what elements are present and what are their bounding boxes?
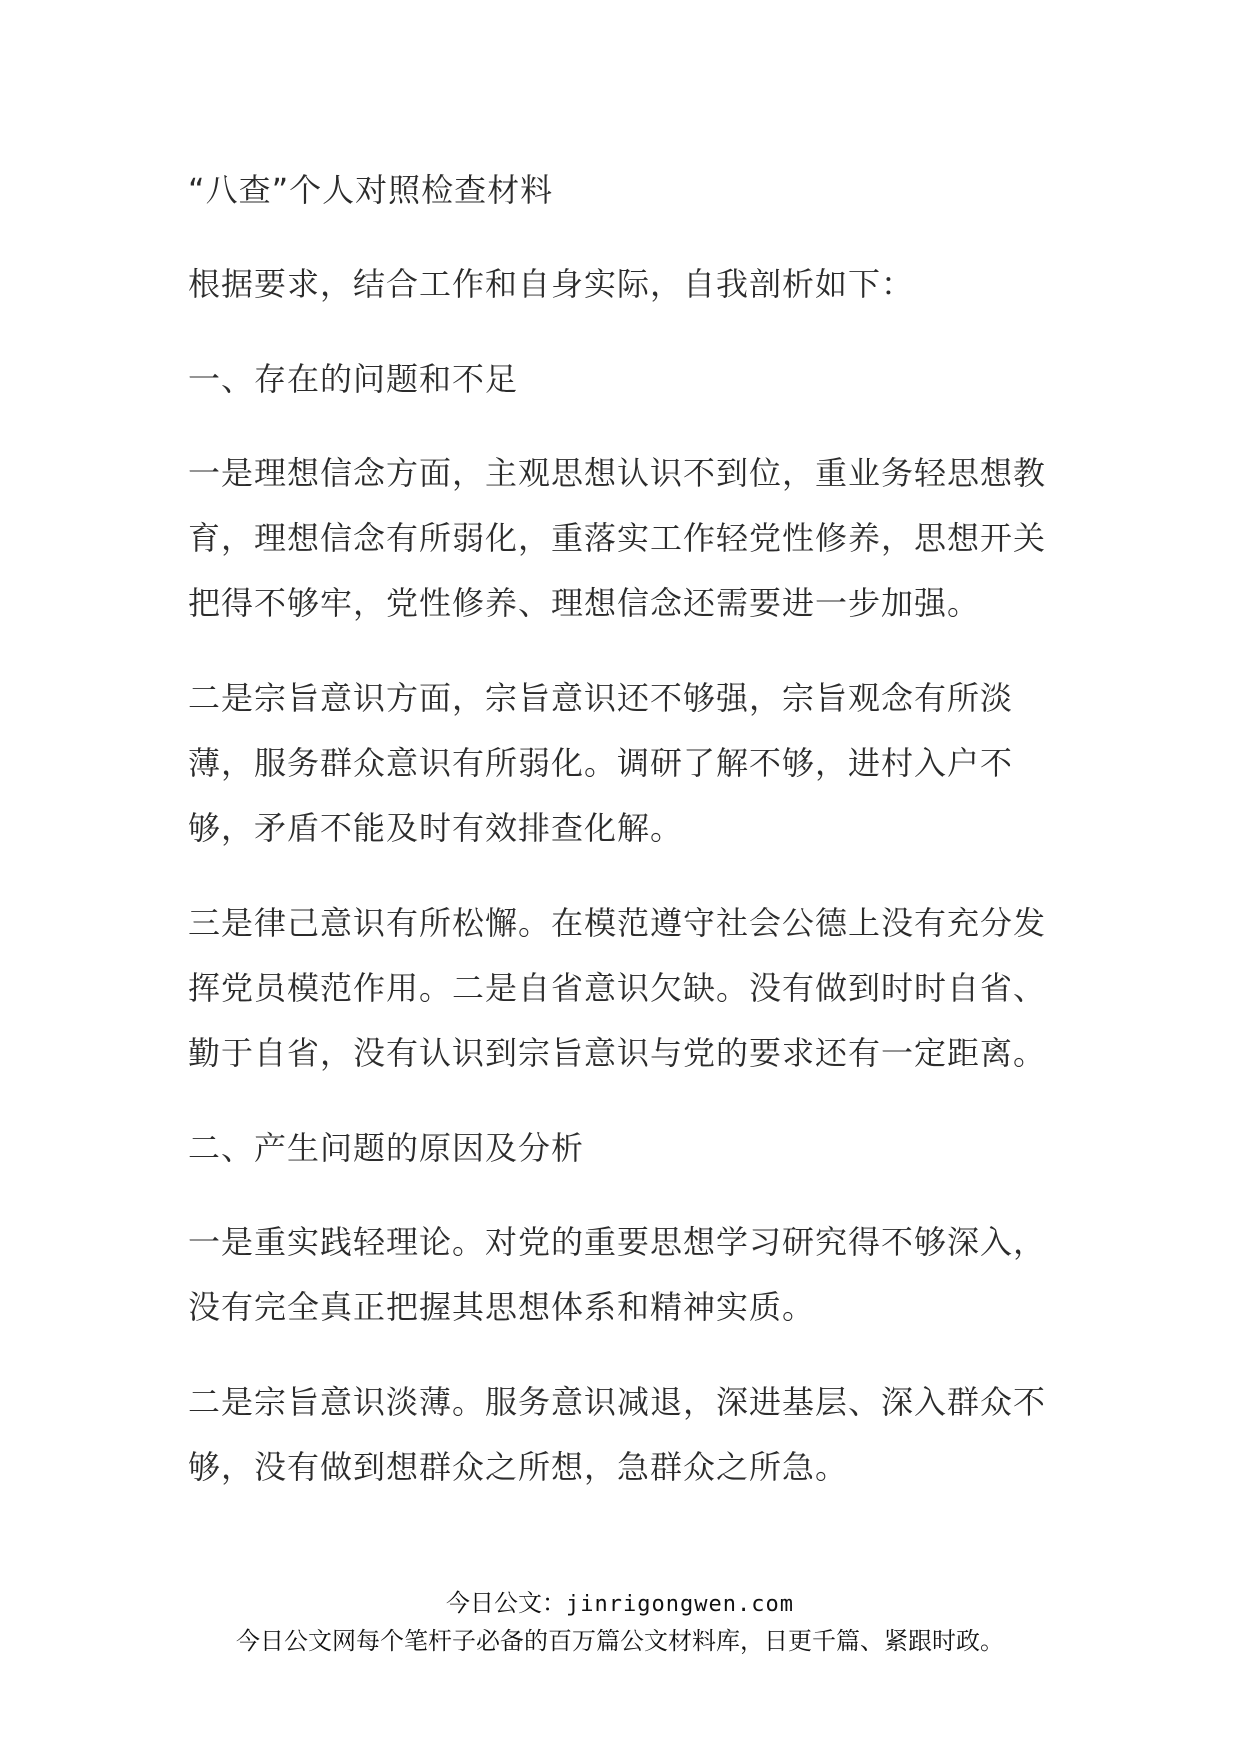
section-heading-problems: 一、存在的问题和不足 — [188, 360, 519, 398]
footer-site-url[interactable]: jinrigongwen.com — [566, 1592, 794, 1617]
paragraph-service: 二是宗旨意识淡薄。服务意识减退，深进基层、深入群众不够，没有做到想群众之所想，急群众之所急。 — [188, 1383, 1047, 1486]
document-body — [188, 158, 1068, 1530]
paragraph-purpose: 二是宗旨意识方面，宗旨意识还不够强，宗旨观念有所淡薄，服务群众意识有所弱化。调研了解不够，进村入户不够，矛盾不能及时有效排查化解。 — [188, 679, 1014, 847]
section-heading-causes: 二、产生问题的原因及分析 — [188, 1129, 585, 1167]
paragraph-theory: 一是重实践轻理论。对党的重要思想学习研究得不够深入，没有完全真正把握其思想体系和精神实质。 — [188, 1223, 1047, 1326]
page-footer — [0, 1585, 1240, 1659]
paragraph-self-discipline: 三是律己意识有所松懈。在模范遵守社会公德上没有充分发挥党员模范作用。二是自省意识欠缺。没有做到时时自省、勤于自省，没有认识到宗旨意识与党的要求还有一定距离。 — [188, 904, 1047, 1072]
paragraph-ideals: 一是理想信念方面，主观思想认识不到位，重业务轻思想教育，理想信念有所弱化，重落实工作轻党性修养，思想开关把得不够牢，党性修养、理想信念还需要进一步加强。 — [188, 454, 1047, 622]
intro-paragraph: 根据要求，结合工作和自身实际，自我剖析如下： — [188, 265, 915, 303]
footer-site-label: 今日公文： — [446, 1589, 567, 1617]
document-title: “八查”个人对照检查材料 — [188, 171, 554, 209]
footer-tagline: 今日公文网每个笔杆子必备的百万篇公文材料库，日更千篇、紧跟时政。 — [236, 1627, 1004, 1655]
footer-site-line — [0, 1585, 1240, 1623]
